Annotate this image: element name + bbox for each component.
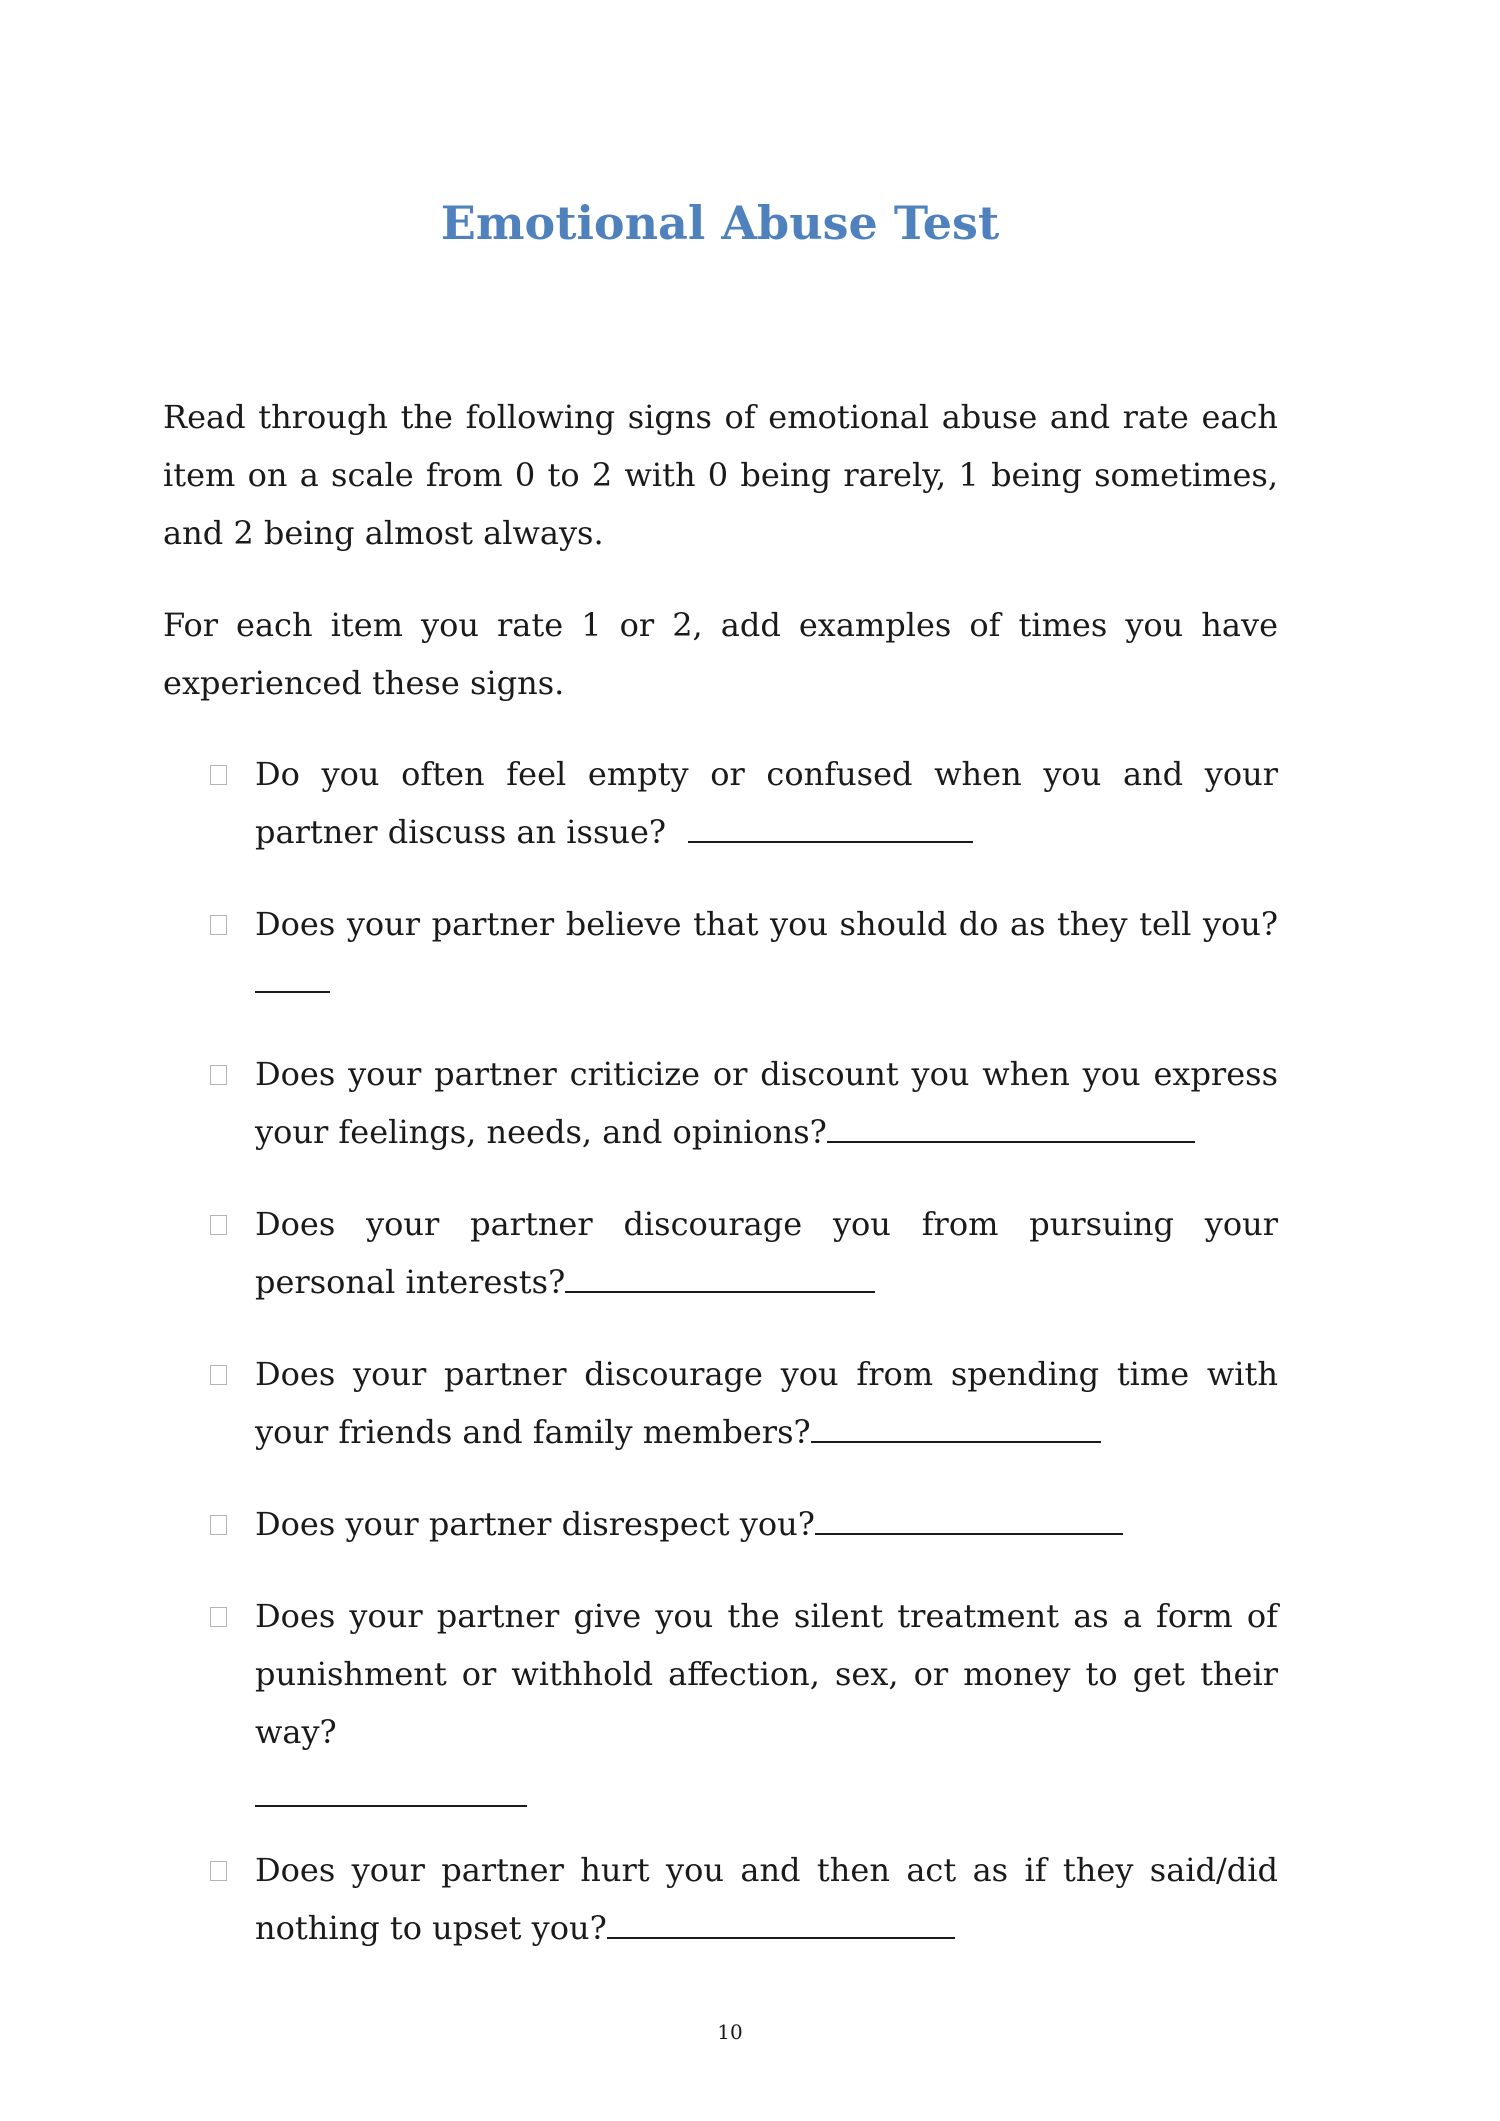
answer-blank[interactable] [815, 1499, 1123, 1535]
checkbox[interactable] [210, 1215, 227, 1235]
checkbox[interactable] [210, 1861, 227, 1881]
checklist-item [163, 1345, 1278, 1461]
checklist-item [163, 1495, 1278, 1553]
item-question: Does your partner believe that you should do as they tell you? [255, 905, 1278, 943]
checklist [163, 745, 1278, 1991]
answer-blank[interactable] [607, 1903, 955, 1939]
item-question: Does your partner discourage you from pursuing your personal interests? [255, 1205, 1278, 1301]
checkbox[interactable] [210, 1607, 227, 1627]
checklist-item [163, 1045, 1278, 1161]
checklist-item [163, 745, 1278, 861]
checkbox[interactable] [210, 1365, 227, 1385]
item-question: Does your partner hurt you and then act as if they said/did nothing to upset you? [255, 1851, 1278, 1947]
answer-blank[interactable] [255, 1761, 527, 1807]
intro-paragraph-examples: For each item you rate 1 or 2, add examples of times you have experienced these signs. [163, 606, 1278, 702]
item-question: Does your partner criticize or discount you when you express your feelings, needs, and opinions? [255, 1055, 1278, 1151]
checkbox[interactable] [210, 765, 227, 785]
checkbox[interactable] [210, 915, 227, 935]
page-title: Emotional Abuse Test [440, 196, 1000, 250]
checklist-item [163, 1587, 1278, 1807]
answer-blank[interactable] [565, 1257, 875, 1293]
answer-blank[interactable] [688, 807, 973, 843]
item-question: Does your partner discourage you from spending time with your friends and family members? [255, 1355, 1278, 1451]
item-question: Does your partner disrespect you? [255, 1505, 815, 1543]
intro-paragraph-rating: Read through the following signs of emotional abuse and rate each item on a scale from 0 to 2 with 0 being rarely, 1 being sometimes, and 2 being almost always. [163, 398, 1278, 552]
checklist-item [163, 895, 1278, 1011]
checklist-item [163, 1195, 1278, 1311]
item-question: Does your partner give you the silent treatment as a form of punishment or withhold affection, sex, or money to get their way? [255, 1597, 1278, 1751]
page-number: 10 [717, 2020, 743, 2044]
answer-blank[interactable] [255, 957, 330, 993]
checkbox[interactable] [210, 1515, 227, 1535]
answer-blank[interactable] [811, 1407, 1101, 1443]
checklist-item [163, 1841, 1278, 1957]
item-question: Do you often feel empty or confused when you and your partner discuss an issue? [255, 755, 1278, 851]
checkbox[interactable] [210, 1065, 227, 1085]
answer-blank[interactable] [827, 1107, 1195, 1143]
